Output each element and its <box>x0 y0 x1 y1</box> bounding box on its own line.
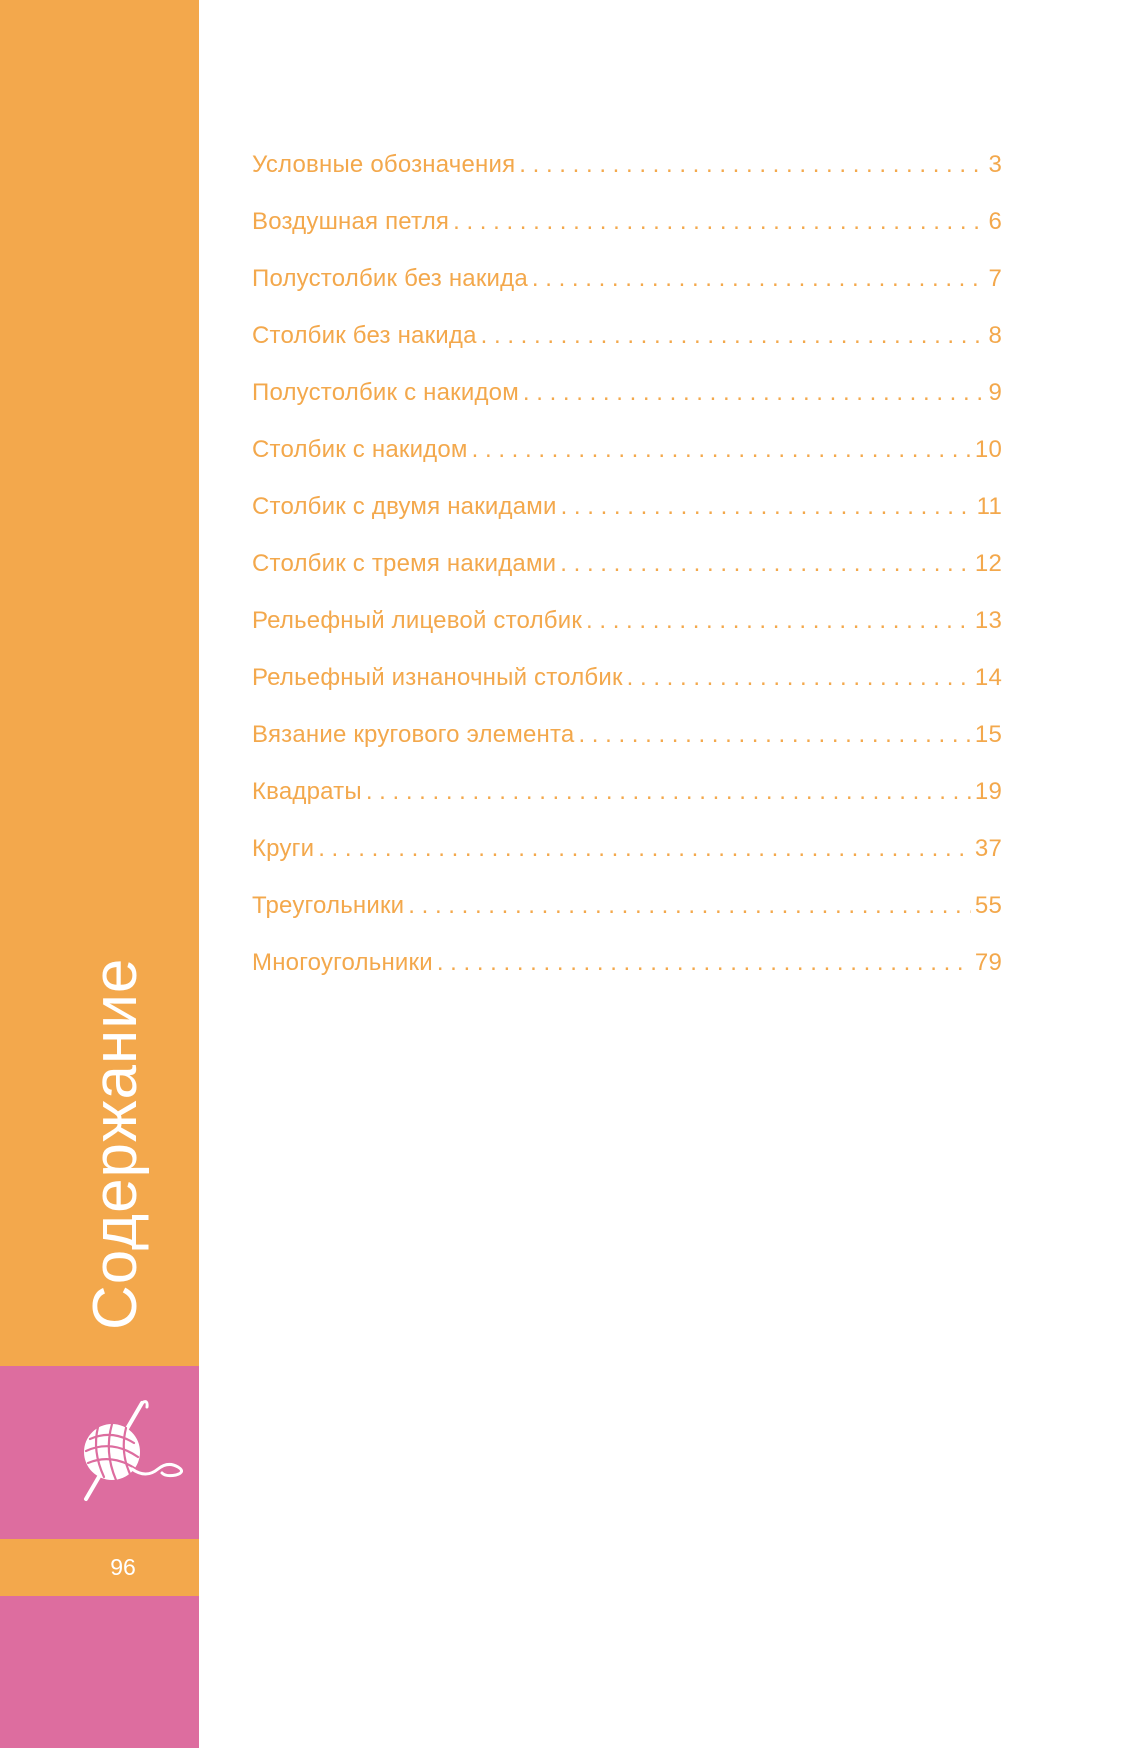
page-number: 96 <box>110 1554 136 1580</box>
toc-item-title: Столбик с тремя накидами <box>252 550 557 577</box>
toc-item-page: 13 <box>974 607 1002 634</box>
toc-item-title: Круги <box>252 835 315 862</box>
toc-item-page: 79 <box>974 949 1002 976</box>
toc-dot-leader <box>523 378 985 408</box>
toc-dot-leader <box>586 606 971 636</box>
toc-dot-leader <box>366 777 971 807</box>
toc-item[interactable] <box>252 207 1002 264</box>
toc-dot-leader <box>437 948 971 978</box>
toc-item-title: Столбик с накидом <box>252 436 468 463</box>
table-of-contents <box>252 150 1002 1005</box>
toc-item[interactable] <box>252 549 1002 606</box>
toc-item-title: Полустолбик без накида <box>252 265 528 292</box>
toc-item[interactable] <box>252 435 1002 492</box>
toc-item-page: 9 <box>988 379 1002 406</box>
toc-dot-leader <box>578 720 970 750</box>
toc-dot-leader <box>472 435 971 465</box>
toc-item-title: Многоугольники <box>252 949 433 976</box>
toc-item-page: 19 <box>974 778 1002 805</box>
toc-item-page: 15 <box>974 721 1002 748</box>
toc-item-title: Полустолбик с накидом <box>252 379 519 406</box>
sidebar <box>0 0 199 1748</box>
toc-item[interactable] <box>252 321 1002 378</box>
toc-dot-leader <box>481 321 985 351</box>
toc-item[interactable] <box>252 492 1002 549</box>
toc-item-page: 7 <box>988 265 1002 292</box>
toc-item[interactable] <box>252 891 1002 948</box>
toc-dot-leader <box>561 492 973 522</box>
toc-item[interactable] <box>252 948 1002 1005</box>
toc-item-title: Воздушная петля <box>252 208 450 235</box>
toc-dot-leader <box>453 207 984 237</box>
toc-item-page: 37 <box>974 835 1002 862</box>
toc-item-page: 10 <box>974 436 1002 463</box>
toc-item-title: Столбик без накида <box>252 322 477 349</box>
toc-dot-leader <box>318 834 971 864</box>
toc-item-page: 3 <box>988 151 1002 178</box>
toc-item-page: 6 <box>988 208 1002 235</box>
toc-item-page: 11 <box>976 493 1002 520</box>
toc-item-title: Вязание кругового элемента <box>252 721 575 748</box>
toc-dot-leader <box>408 891 971 921</box>
toc-item-page: 14 <box>974 664 1002 691</box>
toc-item[interactable] <box>252 378 1002 435</box>
toc-item-title: Треугольники <box>252 892 405 919</box>
toc-dot-leader <box>627 663 971 693</box>
toc-item[interactable] <box>252 150 1002 207</box>
toc-item[interactable] <box>252 663 1002 720</box>
sidebar-pink-bottom <box>0 1596 199 1748</box>
toc-item-title: Столбик с двумя накидами <box>252 493 557 520</box>
toc-dot-leader <box>519 150 984 180</box>
yarn-ball-crochet-hook-icon <box>72 1395 190 1513</box>
toc-dot-leader <box>560 549 971 579</box>
toc-dot-leader <box>532 264 985 294</box>
toc-item-page: 55 <box>974 892 1002 919</box>
toc-item[interactable] <box>252 264 1002 321</box>
toc-item-page: 8 <box>988 322 1002 349</box>
toc-item-title: Рельефный изнаночный столбик <box>252 664 623 691</box>
toc-item[interactable] <box>252 720 1002 777</box>
toc-item-title: Рельефный лицевой столбик <box>252 607 583 634</box>
toc-item[interactable] <box>252 834 1002 891</box>
section-title: Содержание <box>81 957 150 1330</box>
toc-item-title: Условные обозначения <box>252 151 516 178</box>
toc-item[interactable] <box>252 606 1002 663</box>
toc-item-page: 12 <box>974 550 1002 577</box>
toc-item-title: Квадраты <box>252 778 362 805</box>
toc-item[interactable] <box>252 777 1002 834</box>
